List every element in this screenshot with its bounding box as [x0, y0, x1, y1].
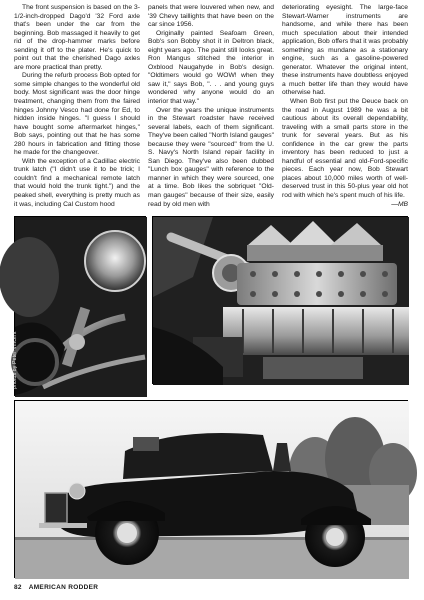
paragraph: When Bob first put the Deuce back on the road in August 1989 he was a bit cautious about its overall dependability, traveling with a small parts store in the trunk for several years. But as his confidence in the car grew the parts inventory has been reduced to just a handful of essential and old-Ford-specific pieces. Each year now, Bob Stewart places about 10,000 miles worth of well-deserved trust in this 50-plus year old hot rod with which he's spent much of his life. [282, 98, 408, 200]
photo-flathead-engine [152, 216, 408, 384]
page-footer [14, 584, 98, 591]
magazine-name: AMERICAN RODDER [28, 584, 99, 591]
photo-headlight-suspension [14, 216, 146, 396]
headlight-suspension-illustration [15, 217, 147, 397]
paragraph: The front suspension is based on the 3-1/2-inch-dropped Dago'd '32 Ford axle that's been under the car from the beginning. Bob massaged it heavily to get rid of the drop-hammer marks before sending it off to the plater. He's quick to point out that the cherished Dago axles are more practical than pretty. [14, 4, 140, 71]
photo-1932-roadster [14, 400, 408, 578]
photo-credit: photos by Peter Vincent [12, 331, 18, 389]
text-column-3 [282, 4, 408, 212]
page-number: 82 [14, 584, 22, 591]
paragraph: Over the years the unique instruments in the Stewart roadster have received several labels, each of them significant. They've been called "North Island gauges" because they were "sourced" from the U. S. Navy's North Island repair facility in San Diego. They've also been dubbed "Lunch box gauges" with reference to the manner in which they were sourced, one at a time. Bob likes the sobriquet "Old-man gauges" because of their size, easily read by old men with [148, 106, 274, 208]
paragraph: deteriorating eyesight. The large-face Stewart-Warner instruments are handsome, and while there has been much speculation about their intended application, Bob offers that it was probably something as mundane as a stationary engine, such as a gasoline-powered generator. Whatever the original intent, these instruments have doubtless enjoyed a much better life than they would have otherwise had. [282, 4, 408, 97]
text-column-1 [14, 4, 140, 212]
text-column-2 [148, 4, 274, 212]
flathead-engine-illustration [153, 217, 409, 385]
paragraph: With the exception of a Cadillac electric trunk latch ("I didn't use it to be trick; I couldn't find a mechanical remote latch that would hold the trunk tight.") and the peaked shell, everything is pretty much as it was, including Cal Custom hood [14, 157, 140, 208]
paragraph: Originally painted Seafoam Green, Bob's son Bobby shot it in Deltron black, eight years ago. The paint still looks great. Ron Mangus stitched the interior in Oxblood Naugahyde in Bob's design. "Oldtimers would go WOW! when they saw it," says Bob, ". . . and young guys wondered why anyone would do an interior that way." [148, 29, 274, 106]
paragraph: During the refurb process Bob opted for some simple changes to the wonderful old body. Most significant was the door hinge treatment, changing them from the faired hinges Johnny Vesco had done for Ed, to hidden inside hinges. "I guess I should have bought some aftermarket hinges," Bob says, pointing out that he has some 280 hours in fabrication and fitting those he made for the changeover. [14, 72, 140, 157]
paragraph: panels that were louvered when new, and '39 Chevy taillights that have been on the car since 1956. [148, 4, 274, 29]
roadster-illustration [15, 401, 409, 579]
article-body [14, 4, 408, 212]
author-signature: —MB [391, 200, 408, 208]
